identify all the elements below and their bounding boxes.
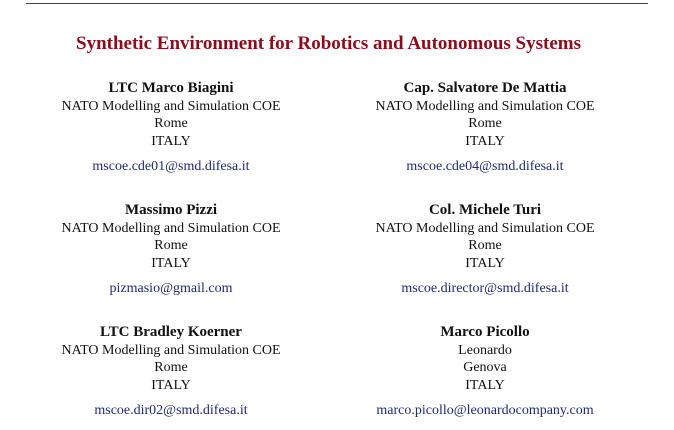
author-name: LTC Bradley Koerner	[100, 324, 242, 340]
author-city: Rome	[154, 360, 188, 376]
author-city: Rome	[468, 238, 502, 254]
author-country: ITALY	[151, 133, 191, 149]
author-email[interactable]: mscoe.cde01@smd.difesa.it	[92, 158, 250, 174]
author-email[interactable]: mscoe.dir02@smd.difesa.it	[94, 402, 248, 418]
author-affiliation: NATO Modelling and Simulation COE	[61, 221, 281, 236]
author-affiliation: NATO Modelling and Simulation COE	[375, 221, 595, 236]
author-affiliation: Leonardo	[458, 343, 512, 358]
author-name: Marco Picollo	[440, 324, 530, 340]
author-email[interactable]: mscoe.director@smd.difesa.it	[401, 280, 569, 296]
author-country: ITALY	[465, 133, 505, 149]
author-email[interactable]: pizmasio@gmail.com	[109, 280, 233, 296]
author-name: Col. Michele Turi	[428, 202, 542, 218]
author-block	[21, 324, 321, 419]
author-block	[335, 324, 635, 419]
author-block	[21, 80, 321, 175]
author-block	[335, 80, 635, 175]
author-affiliation: NATO Modelling and Simulation COE	[61, 99, 281, 114]
author-email[interactable]: mscoe.cde04@smd.difesa.it	[406, 158, 564, 174]
author-block	[21, 202, 321, 297]
header-rule	[26, 3, 648, 4]
author-block	[335, 202, 635, 297]
author-city: Rome	[154, 238, 188, 254]
author-country: ITALY	[151, 255, 191, 271]
author-city: Rome	[154, 116, 188, 132]
paper-title: Synthetic Environment for Robotics and Autonomous Systems	[76, 33, 581, 54]
author-city: Rome	[468, 116, 502, 132]
author-affiliation: NATO Modelling and Simulation COE	[375, 99, 595, 114]
author-email[interactable]: marco.picollo@leonardocompany.com	[376, 402, 594, 418]
author-city: Genova	[463, 360, 507, 376]
author-country: ITALY	[151, 377, 191, 393]
author-country: ITALY	[465, 377, 505, 393]
author-name: Cap. Salvatore De Mattia	[403, 80, 567, 96]
author-affiliation: NATO Modelling and Simulation COE	[61, 343, 281, 358]
author-name: LTC Marco Biagini	[108, 80, 234, 96]
author-country: ITALY	[465, 255, 505, 271]
author-name: Massimo Pizzi	[124, 202, 218, 218]
